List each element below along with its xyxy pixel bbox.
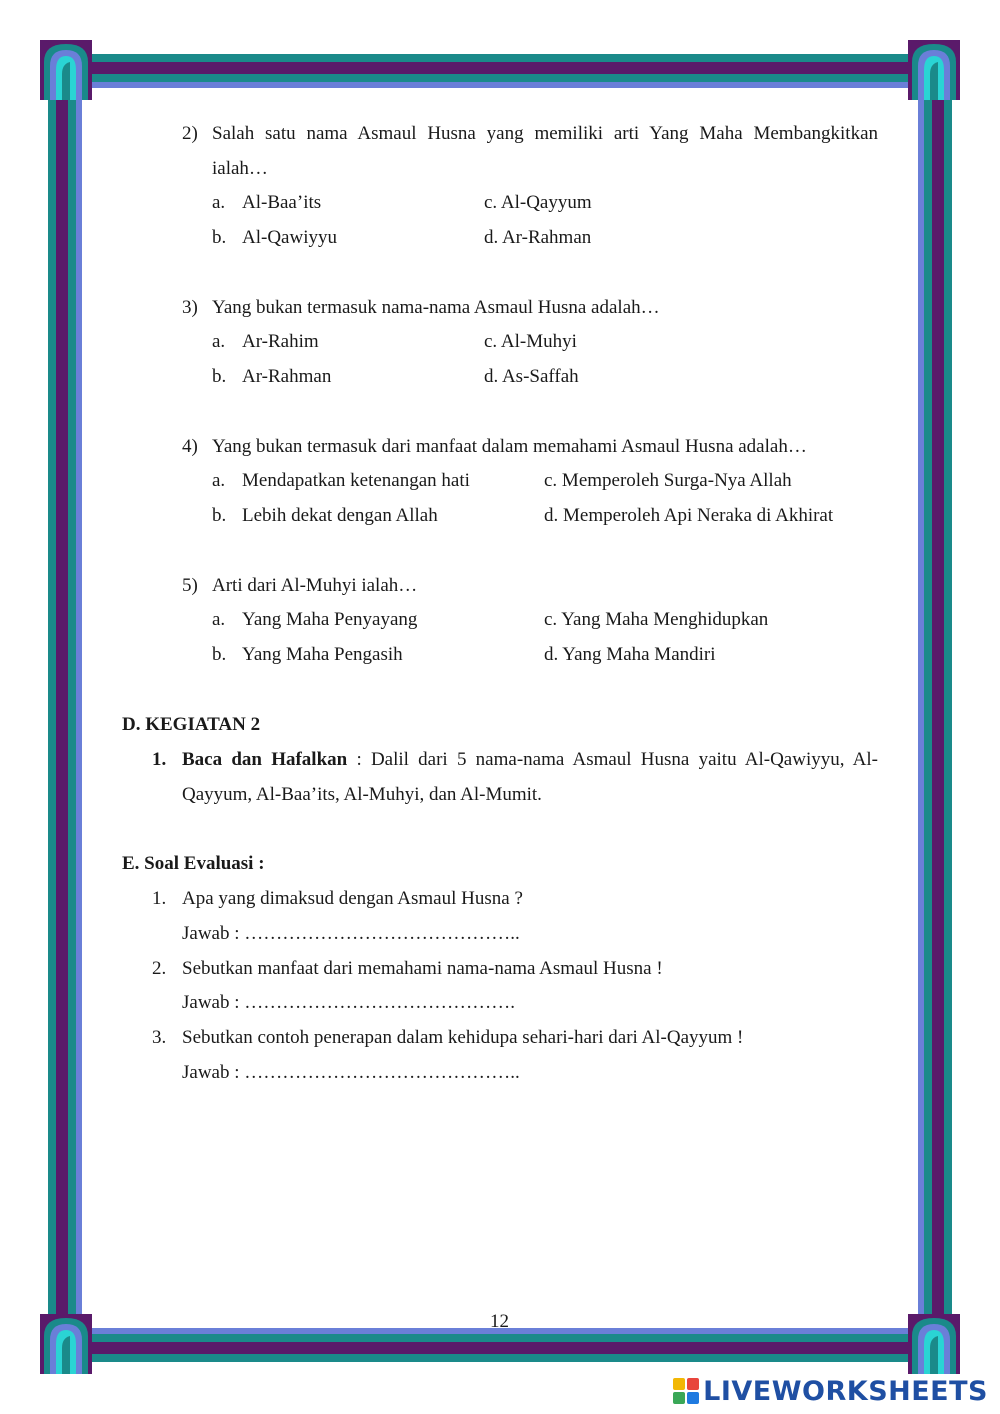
activity-number: 1. — [152, 749, 167, 770]
question-text: Arti dari Al-Muhyi ialah… — [212, 575, 418, 596]
page-number: 12 — [490, 1311, 509, 1332]
question-number: 2) — [182, 123, 198, 144]
option-b[interactable]: Lebih dekat dengan Allah — [242, 505, 438, 526]
question-number: 3) — [182, 297, 198, 318]
option-b[interactable]: Al-Qawiyyu — [242, 227, 337, 248]
activity-text: : Dalil dari 5 nama-nama Asmaul Husna yaitu Al-Qawiyyu, Al- — [347, 749, 878, 770]
answer-field[interactable]: Jawab : …………………………………….. — [182, 1062, 520, 1083]
evaluation-number: 3. — [152, 1027, 167, 1048]
option-letter-b: b. — [212, 505, 227, 526]
corner-ornament-icon — [908, 40, 960, 100]
section-e-heading: E. Soal Evaluasi : — [122, 853, 265, 874]
section-d-heading: D. KEGIATAN 2 — [122, 714, 261, 735]
option-b[interactable]: Yang Maha Pengasih — [242, 644, 403, 665]
question-text-cont: ialah… — [212, 158, 268, 179]
option-letter-a: a. — [212, 331, 226, 352]
liveworksheets-logo — [673, 1374, 988, 1408]
question-text: Yang bukan termasuk nama-nama Asmaul Husna adalah… — [212, 297, 660, 318]
option-c[interactable]: c. Memperoleh Surga-Nya Allah — [544, 470, 792, 491]
option-letter-a: a. — [212, 470, 226, 491]
option-d[interactable]: d. As-Saffah — [484, 366, 579, 387]
activity-bold-label: Baca dan Hafalkan — [182, 749, 348, 770]
option-d[interactable]: d. Yang Maha Mandiri — [544, 644, 716, 665]
option-letter-a: a. — [212, 192, 226, 213]
evaluation-question: Sebutkan manfaat dari memahami nama-nama Asmaul Husna ! — [182, 958, 663, 979]
answer-field[interactable]: Jawab : …………………………………….. — [182, 923, 520, 944]
activity-instruction — [182, 749, 878, 771]
evaluation-question: Sebutkan contoh penerapan dalam kehidupa sehari-hari dari Al-Qayyum ! — [182, 1027, 744, 1048]
option-d[interactable]: d. Memperoleh Api Neraka di Akhirat — [544, 505, 834, 526]
liveworksheets-wordmark: LIVEWORKSHEETS — [703, 1375, 988, 1407]
option-letter-a: a. — [212, 609, 226, 630]
evaluation-question: Apa yang dimaksud dengan Asmaul Husna ? — [182, 888, 523, 909]
question-number: 4) — [182, 436, 198, 457]
option-a[interactable]: Al-Baa’its — [242, 192, 322, 213]
option-a[interactable]: Mendapatkan ketenangan hati — [242, 470, 470, 491]
evaluation-number: 1. — [152, 888, 167, 909]
evaluation-number: 2. — [152, 958, 167, 979]
option-a[interactable]: Ar-Rahim — [242, 331, 319, 352]
option-letter-b: b. — [212, 644, 227, 665]
question-text: Salah satu nama Asmaul Husna yang memiliki arti Yang Maha Membangkitkan — [212, 123, 878, 144]
activity-text-cont: Qayyum, Al-Baa’its, Al-Muhyi, dan Al-Mumit. — [182, 784, 542, 805]
liveworksheets-icon — [673, 1378, 699, 1404]
option-c[interactable]: c. Al-Muhyi — [484, 331, 577, 352]
corner-ornament-icon — [40, 40, 92, 100]
option-a[interactable]: Yang Maha Penyayang — [242, 609, 418, 630]
answer-field[interactable]: Jawab : ……………………………………. — [182, 992, 516, 1013]
option-letter-b: b. — [212, 227, 227, 248]
question-text: Yang bukan termasuk dari manfaat dalam memahami Asmaul Husna adalah… — [212, 436, 807, 457]
question-number: 5) — [182, 575, 198, 596]
corner-ornament-icon — [908, 1314, 960, 1374]
corner-ornament-icon — [40, 1314, 92, 1374]
option-b[interactable]: Ar-Rahman — [242, 366, 332, 387]
option-letter-b: b. — [212, 366, 227, 387]
option-c[interactable]: c. Yang Maha Menghidupkan — [544, 609, 769, 630]
option-c[interactable]: c. Al-Qayyum — [484, 192, 592, 213]
option-d[interactable]: d. Ar-Rahman — [484, 227, 592, 248]
